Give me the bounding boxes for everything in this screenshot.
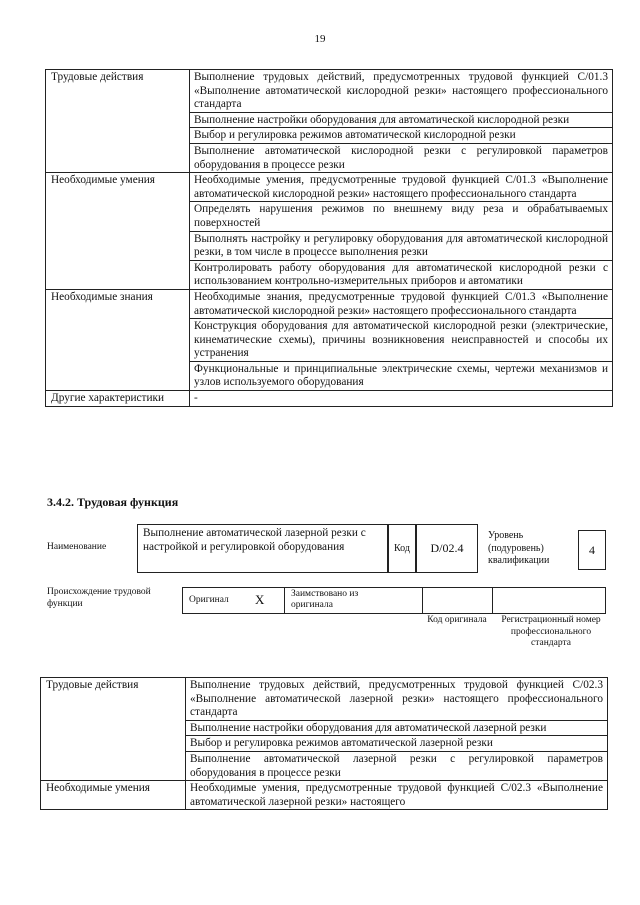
code-original-cell	[423, 588, 493, 613]
row-description: Выбор и регулировка режимов автоматической лазерной резки	[186, 736, 608, 752]
original-label: Оригинал	[189, 595, 229, 605]
row-description: Выполнение трудовых действий, предусмотренных трудовой функцией С/01.3 «Выполнение автоматической кислородной резки» настоящего профессионального стандарта	[190, 70, 613, 113]
table-row	[46, 70, 613, 113]
row-description: Определять нарушения режимов по внешнему виду реза и обрабатываемых поверхностей	[190, 202, 613, 231]
row-heading: Трудовые действия	[41, 678, 186, 781]
row-description: Необходимые умения, предусмотренные трудовой функцией С/01.3 «Выполнение автоматической кислородной резки» настоящего профессионального стандарта	[190, 173, 613, 202]
row-description: Необходимые умения, предусмотренные трудовой функцией С/02.3 «Выполнение автоматической лазерной резки» настоящего	[186, 781, 608, 810]
code-label: Код	[388, 524, 416, 573]
table-row	[41, 678, 608, 721]
table-row	[46, 391, 613, 407]
row-description: Выполнять настройку и регулировку оборудования для автоматической кислородной резки, в том числе в процессе выполнения резки	[190, 231, 613, 260]
page-number: 19	[314, 33, 326, 45]
table-row	[46, 289, 613, 318]
level-value-box: 4	[578, 530, 606, 570]
row-heading: Другие характеристики	[46, 391, 190, 407]
section-title: 3.4.2. Трудовая функция	[47, 495, 179, 509]
row-description: Выполнение трудовых действий, предусмотренных трудовой функцией С/02.3 «Выполнение автоматической лазерной резки» настоящего профессионального стандарта	[186, 678, 608, 721]
origin-label: Происхождение трудовой функции	[47, 587, 151, 609]
work-function-table-c013	[45, 69, 613, 407]
row-heading: Трудовые действия	[46, 70, 190, 173]
row-description: Функциональные и принципиальные электрические схемы, чертежи механизмов и узлов используемого оборудования	[190, 361, 613, 390]
table-row	[46, 173, 613, 202]
row-description: Конструкция оборудования для автоматической кислородной резки (электрические, кинематические схемы), причины возникновения неисправностей и способы их устранения	[190, 319, 613, 362]
function-code-box: D/02.4	[416, 524, 478, 573]
reg-number-cell	[493, 588, 605, 613]
origin-row	[182, 587, 606, 614]
row-description: Выполнение автоматической кислородной резки с регулировкой параметров оборудования в процессе резки	[190, 143, 613, 172]
table-row	[41, 781, 608, 810]
row-description: Контролировать работу оборудования для автоматической кислородной резки с использованием контрольно-измерительных приборов и автоматики	[190, 260, 613, 289]
code-original-label: Код оригинала	[427, 615, 487, 625]
reg-number-label: Регистрационный номер профессионального стандарта	[501, 615, 601, 648]
row-description: Выполнение настройки оборудования для автоматической лазерной резки	[186, 720, 608, 736]
work-function-table-d024	[40, 677, 608, 810]
row-description: Выбор и регулировка режимов автоматической кислородной резки	[190, 128, 613, 144]
original-mark: X	[255, 592, 265, 607]
borrowed-label: Заимствовано из оригинала	[291, 589, 359, 610]
row-description: Выполнение автоматической лазерной резки с регулировкой параметров оборудования в процессе резки	[186, 751, 608, 780]
row-description: Выполнение настройки оборудования для автоматической кислородной резки	[190, 112, 613, 128]
row-heading: Необходимые знания	[46, 289, 190, 390]
level-label: Уровень (подуровень) квалификации	[488, 530, 550, 566]
function-name-box: Выполнение автоматической лазерной резки с настройкой и регулировкой оборудования	[137, 524, 388, 573]
row-heading: Необходимые умения	[41, 781, 186, 810]
original-cell	[183, 588, 285, 613]
row-heading: Необходимые умения	[46, 173, 190, 290]
borrowed-cell	[285, 588, 423, 613]
row-description: Необходимые знания, предусмотренные трудовой функцией С/01.3 «Выполнение автоматической кислородной резки» настоящего профессионального стандарта	[190, 289, 613, 318]
row-description: -	[190, 391, 613, 407]
name-label: Наименование	[47, 542, 107, 552]
